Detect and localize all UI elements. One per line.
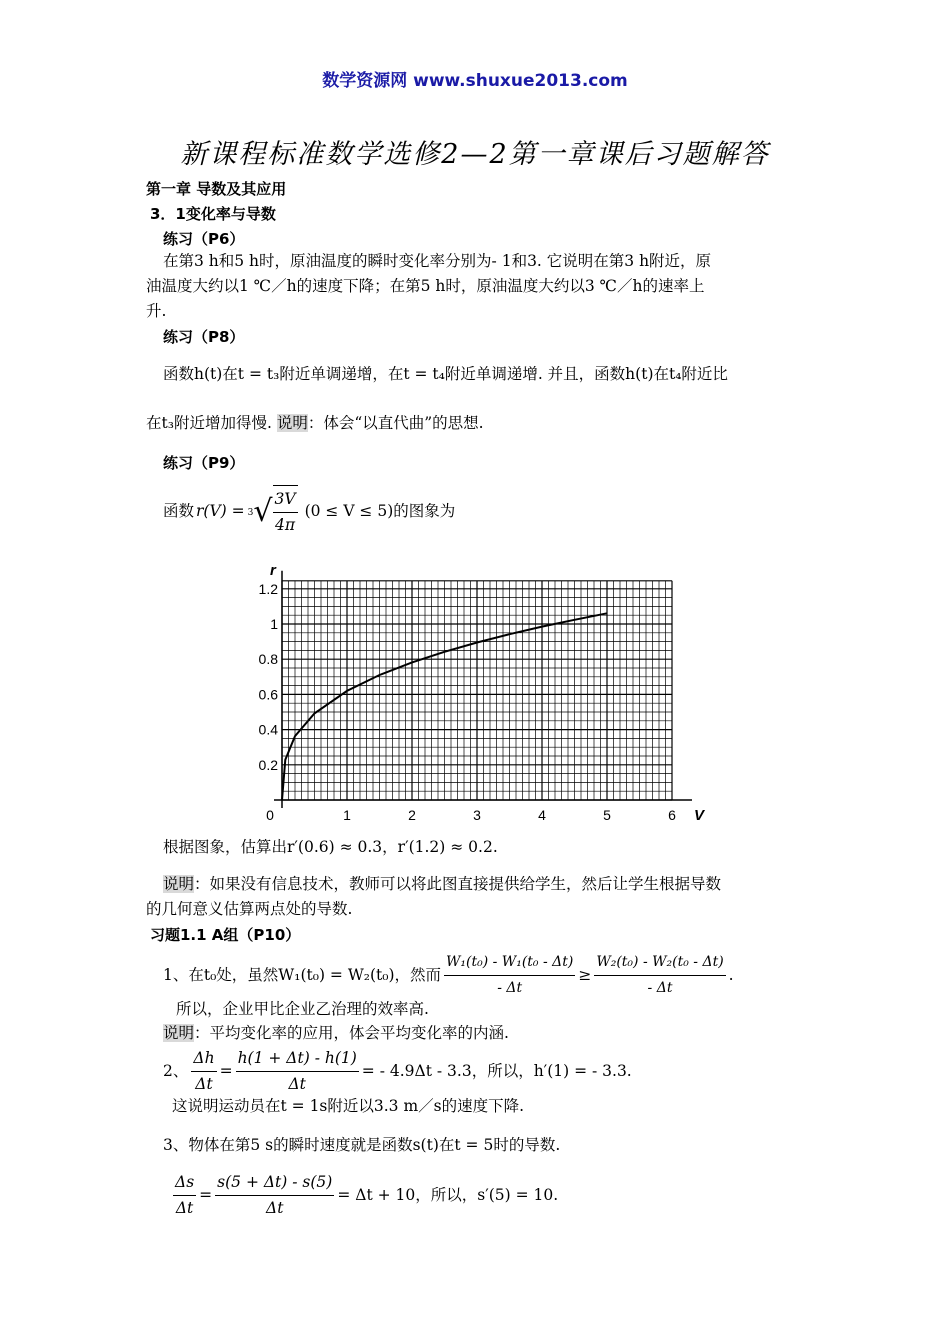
estimate-line: 根据图象，估算出r′(0.6) ≈ 0.3，r′(1.2) ≈ 0.2. <box>163 838 498 856</box>
question-3-line1: 3、物体在第5 s的瞬时速度就是函数s(t)在t = 5时的导数. <box>163 1136 561 1154</box>
function-post: 的图象为 <box>393 502 456 520</box>
q3-f1-denominator: Δt <box>175 1199 194 1217</box>
y-tick-label: 0.6 <box>258 686 278 703</box>
radical-numerator: 3V <box>273 487 298 513</box>
exercise-p8-line1: 函数h(t)在t = t₃附近单调递增，在t = t₄附近单调递增. 并且，函数h(t)在t₄附近比 <box>163 365 728 383</box>
q2-fraction-2 <box>236 1046 359 1097</box>
exercise-p6-line1: 在第3 h和5 h时，原油温度的瞬时变化率分别为- 1和3. 它说明在第3 h附近，原 <box>163 252 712 270</box>
question-1-note <box>163 1021 509 1046</box>
y-tick-label: 0.8 <box>258 651 278 668</box>
question-3-line2: $\frac{\Delta s}{\Delta t}$ = $\frac{s(5 + \Delta t) - s(5)}{\Delta t}$ = Δt + 10，所以，s′(5) = 10. <box>170 1170 558 1221</box>
q3-f1-numerator: Δs <box>173 1170 196 1196</box>
q3-f2-numerator: s(5 + Δt) - s(5) <box>215 1170 334 1196</box>
q2-f1-denominator: Δt <box>195 1075 213 1093</box>
q3-fraction-1 <box>173 1170 196 1221</box>
q1-fraction-2 <box>594 950 725 1001</box>
exercise-p9-note-line1 <box>163 872 721 897</box>
exercise-p6-label: 练习（P6） <box>163 230 245 248</box>
exercise-p8-line2-post: ：体会“以直代曲”的思想. <box>307 414 484 432</box>
question-1-line2: 所以，企业甲比企业乙治理的效率高. <box>176 1000 429 1018</box>
q3-post: = Δt + 10，所以，s′(5) = 10. <box>337 1186 559 1204</box>
x-axis-label: V <box>694 807 705 824</box>
q3-fraction-2 <box>215 1170 334 1221</box>
exercise-p9-function <box>163 485 455 538</box>
function-domain: (0 ≤ V ≤ 5) <box>304 502 394 520</box>
q2-f1-numerator: Δh <box>191 1046 216 1072</box>
x-tick-label: 0 <box>266 807 274 823</box>
function-graph <box>250 545 720 830</box>
radical-denominator: 4π <box>275 516 296 534</box>
x-tick-label: 5 <box>603 807 611 823</box>
radical-sign: √ <box>253 493 273 529</box>
y-tick-label: 1.2 <box>258 580 278 597</box>
note-label: 说明 <box>163 1024 195 1042</box>
y-tick-label: 0.2 <box>258 756 278 773</box>
exercise-p9-note-line2: 的几何意义估算两点处的导数. <box>146 900 353 918</box>
document-title: 新课程标准数学选修2—2第一章课后习题解答 <box>180 139 770 170</box>
q1-pre: 1、在t₀处，虽然W₁(t₀) = W₂(t₀)，然而 <box>163 966 442 984</box>
question-2-line2: 这说明运动员在t = 1s附近以3.3 m／s的速度下降. <box>172 1097 525 1115</box>
section-heading: 3．1变化率与导数 <box>150 205 276 223</box>
function-lhs: r(V) = <box>196 502 245 520</box>
q1-f2-numerator: W₂(t₀) - W₂(t₀ - Δt) <box>594 950 725 976</box>
q2-pre: 2、 <box>163 1062 189 1080</box>
exercise-p6-line2: 油温度大约以1 ℃／h的速度下降；在第5 h时，原油温度大约以3 ℃／h的速率上 <box>146 277 705 295</box>
q1-end: . <box>728 966 734 984</box>
q2-f2-denominator: Δt <box>288 1075 306 1093</box>
exercise-p9-label: 练习（P9） <box>163 454 245 472</box>
q1-f1-denominator: - Δt <box>497 980 523 996</box>
exercise-p8-label: 练习（P8） <box>163 328 245 346</box>
q3-f2-denominator: Δt <box>266 1199 284 1217</box>
note-label: 说明 <box>163 875 195 893</box>
graph-grid <box>282 581 672 800</box>
question-2: 2、 $\frac{\Delta h}{\Delta t}$ = $\frac{h(1 + \Delta t) - h(1)}{\Delta t}$ = - 4.9Δt - 3.3，所以，h′(1) = - 3.3. <box>163 1046 632 1097</box>
exercise-p6-line3: 升. <box>146 302 167 320</box>
question-1 <box>163 950 734 1001</box>
q1-fraction-1 <box>444 950 575 1001</box>
site-header[interactable]: 数学资源网 www.shuxue2013.com <box>322 71 628 91</box>
q2-post: = - 4.9Δt - 3.3，所以，h′(1) = - 3.3. <box>361 1062 632 1080</box>
cube-root-index: 3 <box>247 508 254 518</box>
function-pre: 函数 <box>163 502 195 520</box>
q2-fraction-1 <box>191 1046 216 1097</box>
x-tick-label: 3 <box>473 807 481 823</box>
note-label: 说明 <box>276 414 308 432</box>
x-tick-label: 1 <box>343 807 351 823</box>
q2-f2-numerator: h(1 + Δt) - h(1) <box>236 1046 359 1072</box>
exercise-110-label: 习题1.1 A组（P10） <box>150 926 301 944</box>
radical-fraction <box>273 485 298 538</box>
y-axis-label: r <box>270 561 276 579</box>
x-tick-label: 2 <box>408 807 416 823</box>
q1-ge: ≥ <box>578 966 592 984</box>
q1-f1-numerator: W₁(t₀) - W₁(t₀ - Δt) <box>444 950 575 976</box>
q1-note-text: ：平均变化率的应用，体会平均变化率的内涵. <box>194 1024 509 1042</box>
y-tick-label: 1 <box>270 616 278 632</box>
q1-f2-denominator: - Δt <box>647 980 673 996</box>
exercise-p8-line2 <box>146 411 484 436</box>
exercise-p8-line2-pre: 在t₃附近增加得慢. <box>146 414 272 432</box>
note-text: ：如果没有信息技术，教师可以将此图直接提供给学生，然后让学生根据导数 <box>194 875 722 893</box>
chapter-heading: 第一章 导数及其应用 <box>146 180 287 198</box>
y-tick-label: 0.4 <box>258 721 278 738</box>
x-tick-label: 6 <box>668 807 676 823</box>
x-tick-label: 4 <box>538 807 546 823</box>
